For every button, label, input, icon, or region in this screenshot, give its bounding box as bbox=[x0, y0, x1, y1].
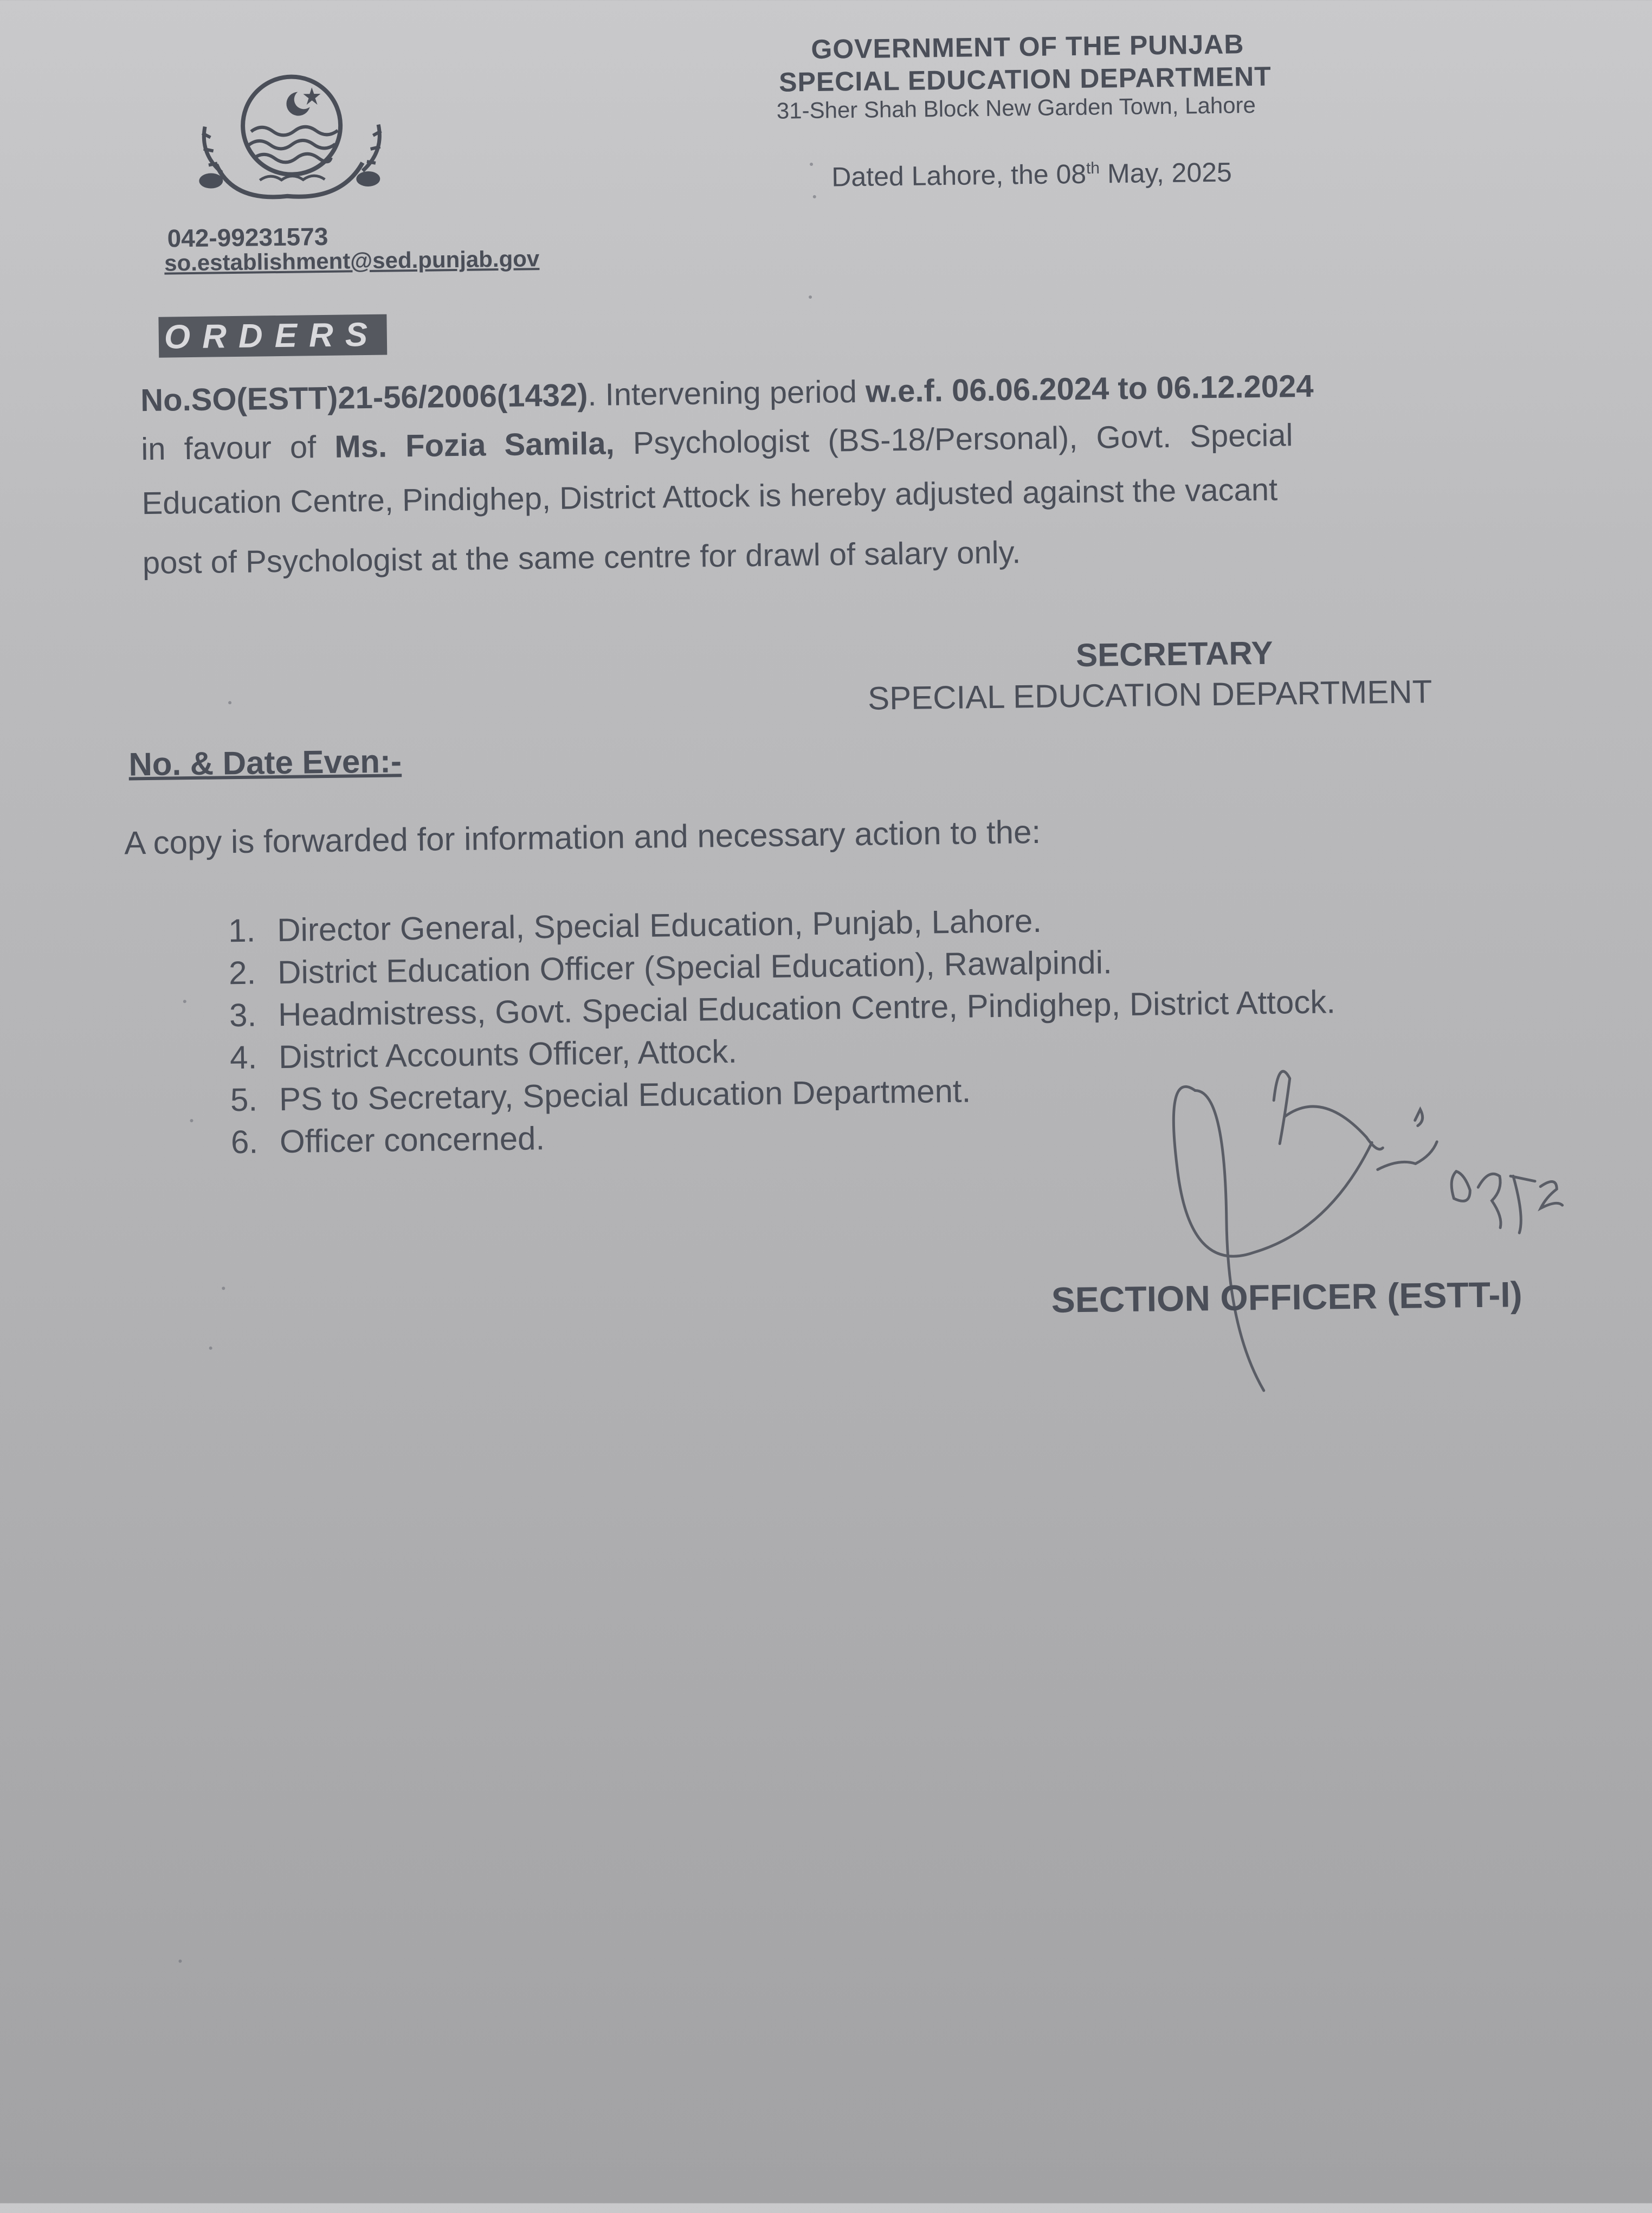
signatory-title: SECRETARY bbox=[1075, 634, 1273, 674]
list-item-text: Director General, Special Education, Punjab, Lahore. bbox=[276, 902, 1042, 949]
order-paragraph-line-2 bbox=[141, 414, 1521, 467]
scan-speck bbox=[209, 1347, 212, 1350]
endorsement-heading: No. & Date Even:- bbox=[128, 743, 402, 783]
order-number: No.SO(ESTT)21-56/2006(1432) bbox=[140, 377, 588, 419]
date-line bbox=[831, 156, 1232, 192]
orders-heading: ORDERS bbox=[158, 314, 387, 358]
scan-speck bbox=[222, 1286, 225, 1290]
scan-speck bbox=[183, 1000, 186, 1003]
list-item-number: 6. bbox=[230, 1123, 259, 1161]
email-link[interactable]: so.establishment@sed.punjab.gov bbox=[164, 246, 540, 276]
order-paragraph-line-3: Education Centre, Pindighep, District Attock is hereby adjusted against the vacant bbox=[141, 472, 1278, 522]
order-text-2: in favour of bbox=[140, 429, 335, 467]
list-item-number: 2. bbox=[228, 954, 256, 992]
list-item-number: 4. bbox=[229, 1039, 257, 1076]
order-period: w.e.f. 06.06.2024 to 06.12.2024 bbox=[865, 368, 1314, 409]
order-text-3: Psychologist (BS-18/Personal), Govt. Special bbox=[614, 417, 1293, 461]
date-suffix: May, 2025 bbox=[1099, 157, 1232, 189]
scan-speck bbox=[178, 1959, 182, 1963]
list-item-text: PS to Secretary, Special Education Department. bbox=[279, 1072, 971, 1118]
scan-speck bbox=[810, 163, 813, 166]
list-item-number: 5. bbox=[230, 1081, 258, 1118]
list-item-text: District Education Officer (Special Education), Rawalpindi. bbox=[277, 944, 1113, 991]
list-item-text: Headmistress, Govt. Special Education Centre, Pindighep, District Attock. bbox=[278, 983, 1336, 1033]
scan-speck bbox=[809, 295, 812, 299]
scan-speck bbox=[813, 195, 816, 198]
endorsement-intro: A copy is forwarded for information and necessary action to the: bbox=[124, 813, 1041, 861]
list-item-number: 3. bbox=[229, 996, 257, 1034]
scan-speck bbox=[228, 701, 231, 704]
date-ordinal: th bbox=[1086, 159, 1100, 178]
officer-name: Ms. Fozia Samila, bbox=[334, 426, 615, 465]
department-title: SPECIAL EDUCATION DEPARTMENT bbox=[778, 61, 1272, 98]
government-title: GOVERNMENT OF THE PUNJAB bbox=[811, 29, 1244, 65]
signatory-department: SPECIAL EDUCATION DEPARTMENT bbox=[867, 673, 1432, 717]
order-paragraph-line-4: post of Psychologist at the same centre for drawl of salary only. bbox=[142, 535, 1021, 581]
list-item-number: 1. bbox=[228, 912, 256, 949]
order-text-1: . Intervening period bbox=[588, 374, 866, 413]
section-officer-title: SECTION OFFICER (ESTT-I) bbox=[1051, 1274, 1523, 1320]
order-paragraph-line-1 bbox=[140, 365, 1520, 419]
department-address: 31-Sher Shah Block New Garden Town, Lahore bbox=[776, 92, 1256, 124]
list-item-text: Officer concerned. bbox=[279, 1120, 545, 1160]
scan-speck bbox=[190, 1119, 193, 1122]
handwritten-signature bbox=[1143, 1053, 1635, 1411]
list-item-text: District Accounts Officer, Attock. bbox=[278, 1033, 738, 1076]
date-prefix: Dated Lahore, the 08 bbox=[831, 158, 1087, 192]
punjab-government-emblem-icon bbox=[183, 70, 396, 219]
phone-number: 042-99231573 bbox=[167, 222, 328, 253]
